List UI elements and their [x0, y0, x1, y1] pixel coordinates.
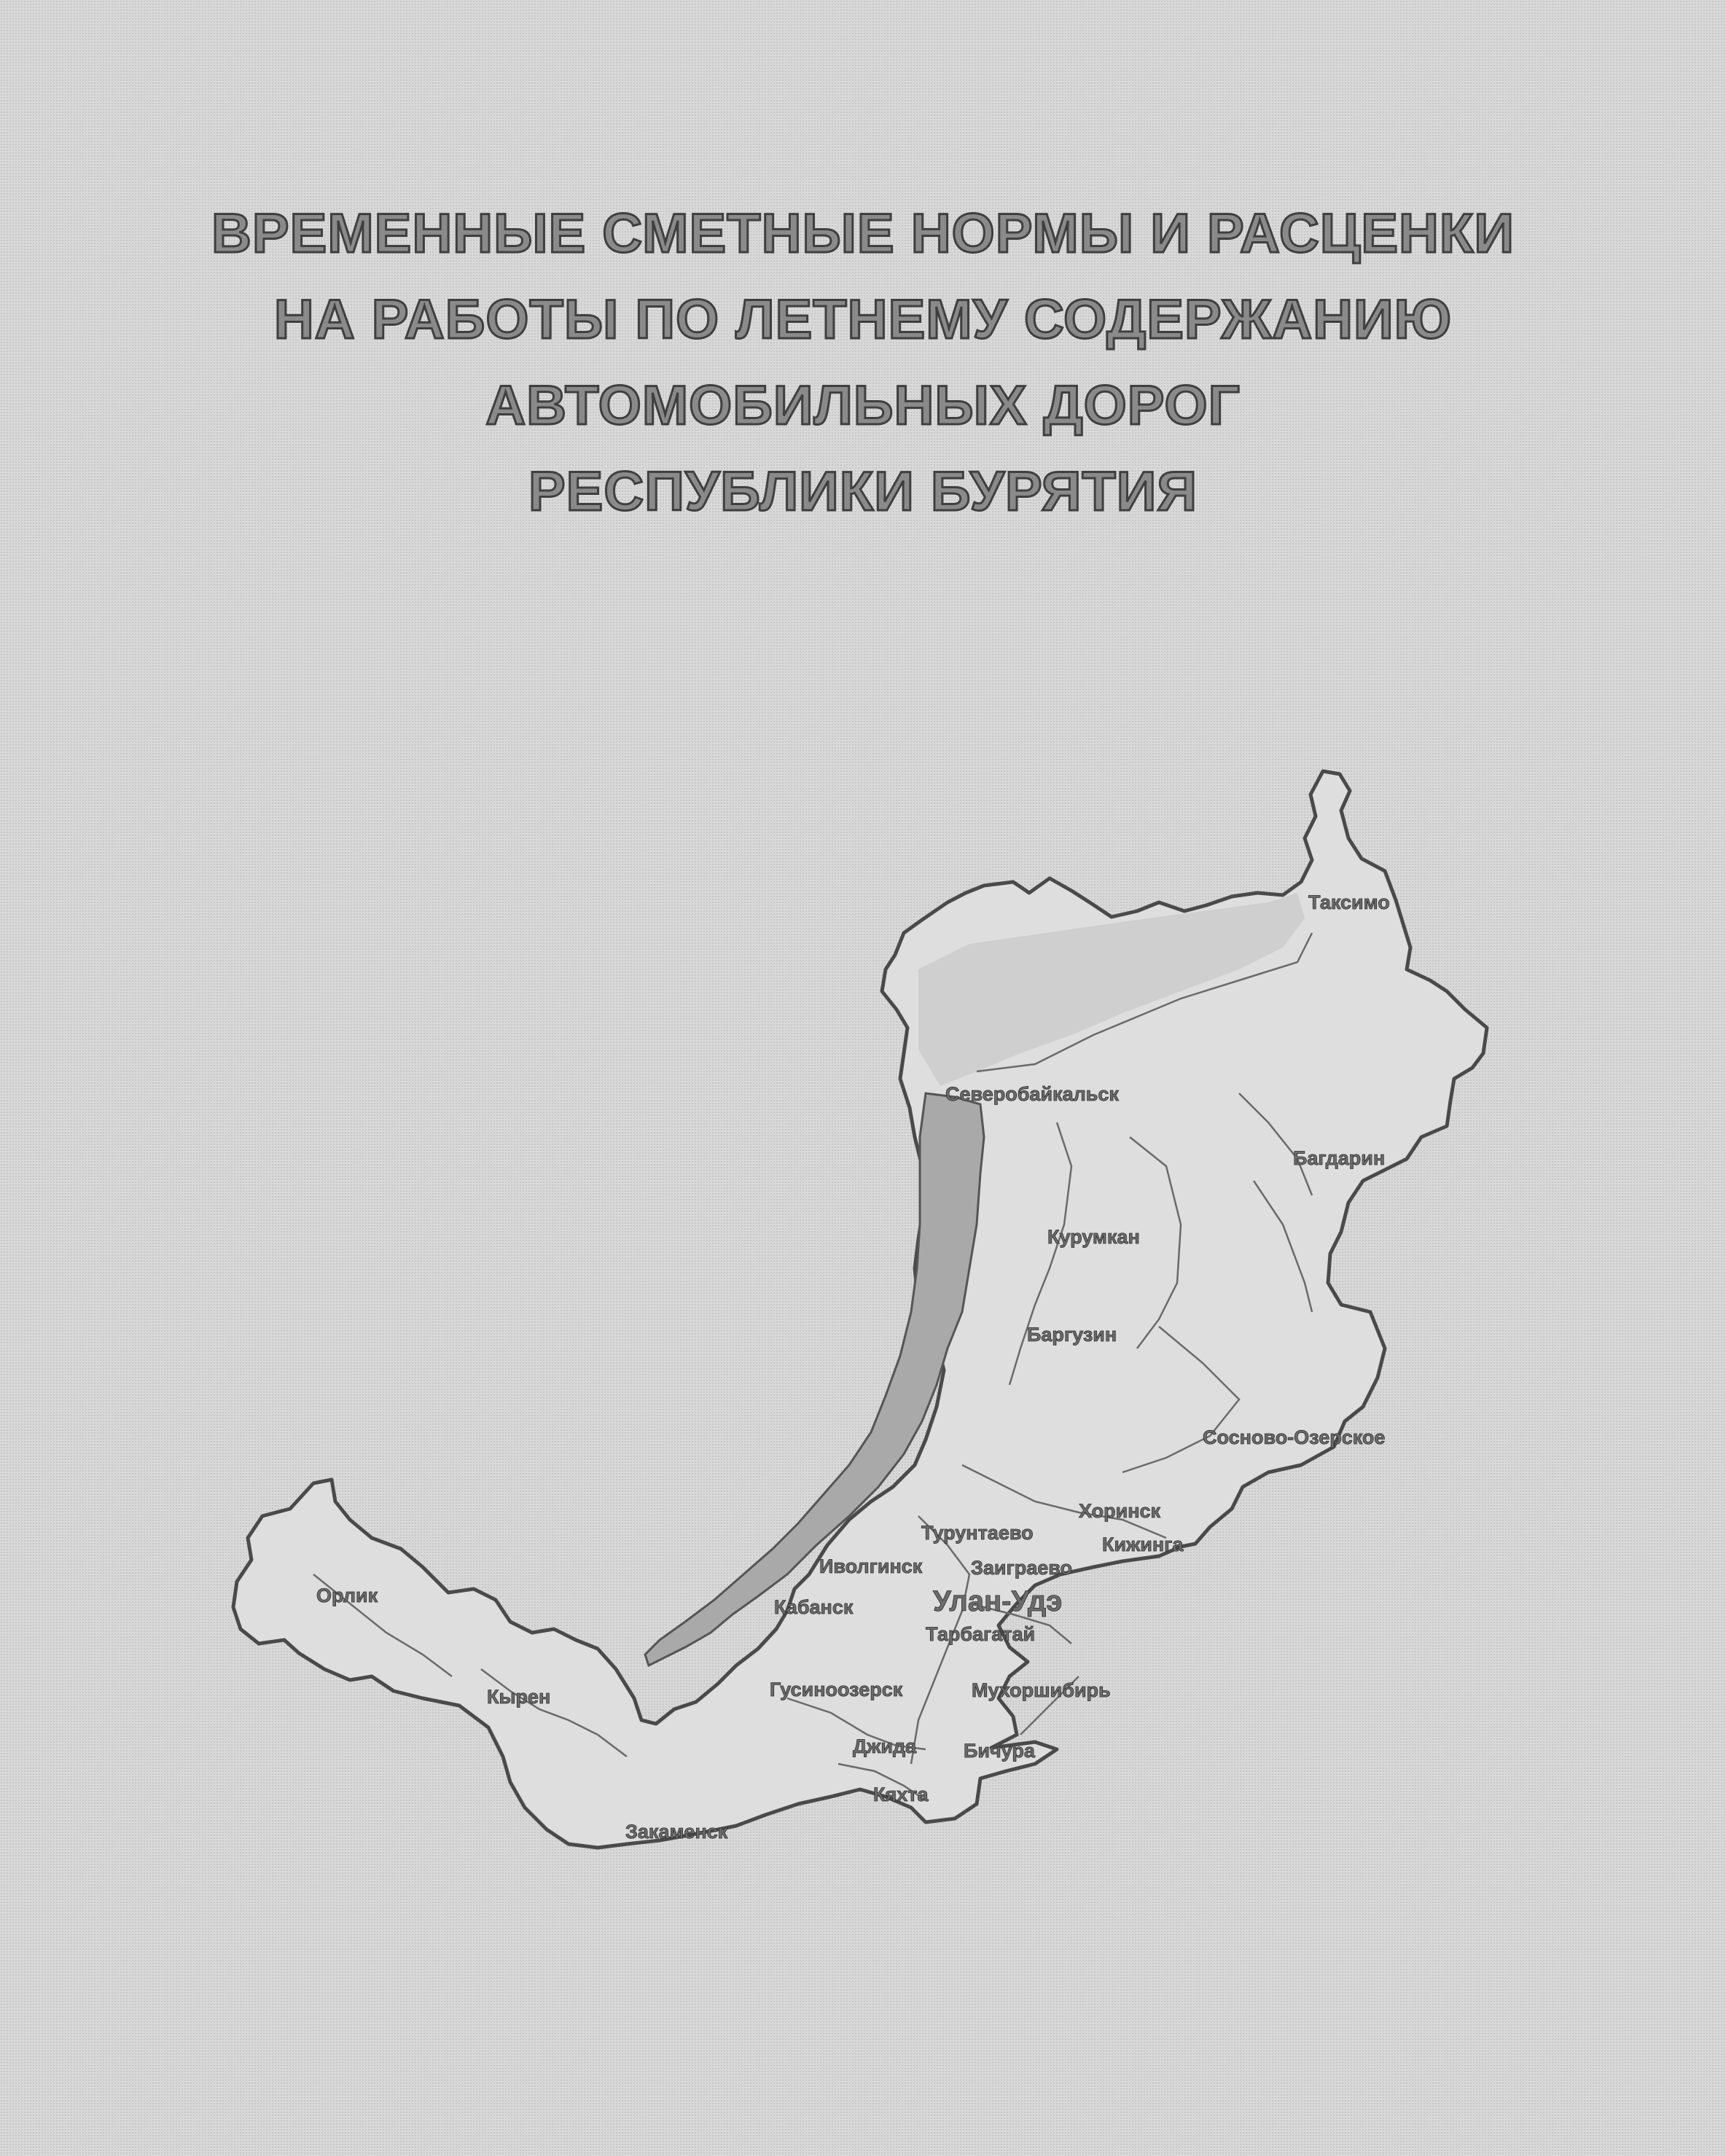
city-label-turuntaevo: Турунтаево	[921, 1522, 1034, 1544]
title-line-4: РЕСПУБЛИКИ БУРЯТИЯ	[528, 461, 1198, 523]
city-label-barguzin: Баргузин	[1027, 1324, 1117, 1345]
city-label-kurumkan: Курумкан	[1047, 1226, 1140, 1248]
city-label-kyren: Кырен	[487, 1686, 551, 1708]
city-label-kabansk: Кабанск	[774, 1596, 854, 1618]
city-label-sosnovo-ozerskoe: Сосново-Озерское	[1203, 1426, 1386, 1448]
city-label-severobaikalsk: Северобайкальск	[945, 1083, 1119, 1105]
city-label-gusinoozersk: Гусиноозерск	[770, 1679, 903, 1700]
city-label-khorinsk: Хоринск	[1079, 1500, 1161, 1522]
city-label-dzhida: Джида	[853, 1735, 917, 1757]
title-line-1: ВРЕМЕННЫЕ СМЕТНЫЕ НОРМЫ И РАСЦЕНКИ	[211, 203, 1515, 265]
title-line-2: НА РАБОТЫ ПО ЛЕТНЕМУ СОДЕРЖАНИЮ	[273, 289, 1453, 351]
city-label-mukhorshibir: Мухоршибирь	[972, 1679, 1111, 1701]
title-line-3: АВТОМОБИЛЬНЫХ ДОРОГ	[485, 375, 1241, 437]
city-label-ivolginsk: Иволгинск	[819, 1555, 923, 1577]
city-label-ulan-ude: Улан-Удэ	[933, 1585, 1063, 1617]
city-label-orlik: Орлик	[316, 1585, 378, 1606]
city-label-tarbagatai: Тарбагатай	[926, 1623, 1036, 1645]
city-label-zaigraevo: Заиграево	[971, 1557, 1073, 1579]
city-label-zakamensk: Закаменск	[625, 1821, 728, 1843]
city-label-kizhinga: Кижинга	[1102, 1534, 1184, 1555]
city-label-bichura: Бичура	[964, 1740, 1035, 1762]
city-label-kyakhta: Кяхта	[873, 1784, 929, 1805]
city-label-bagdarin: Багдарин	[1293, 1147, 1386, 1169]
city-label-taksimo: Таксимо	[1308, 891, 1390, 913]
